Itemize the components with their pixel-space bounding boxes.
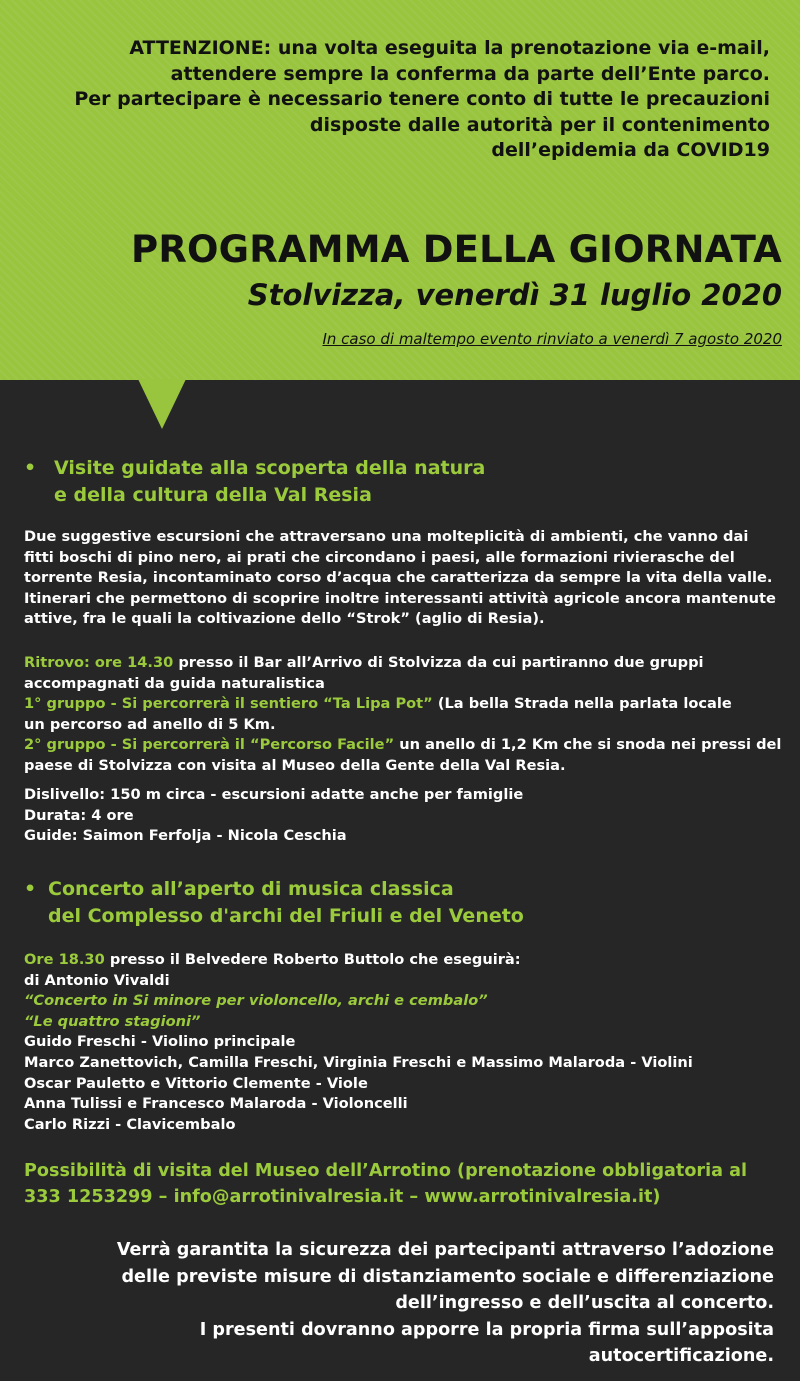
group1-text: un percorso ad anello di 5 Km. bbox=[24, 715, 276, 733]
composer: di Antonio Vivaldi bbox=[24, 971, 170, 989]
bullet: • bbox=[24, 878, 37, 900]
rain-date-note: In caso di maltempo evento rinviato a venerdì 7 agosto 2020 bbox=[322, 330, 782, 348]
desc-line: fitti boschi di pino nero, ai prati che circondano i paesi, alle formazioni rivierasche del bbox=[24, 548, 735, 566]
tour-description bbox=[24, 527, 794, 630]
safety-line: dell’ingresso e dell’uscita al concerto. bbox=[395, 1293, 774, 1313]
notice-line: ATTENZIONE: una volta eseguita la prenotazione via e-mail, bbox=[129, 37, 770, 59]
bullet: • bbox=[24, 457, 37, 479]
meeting-text: accompagnati da guida naturalistica bbox=[24, 674, 325, 692]
piece-title: “Le quattro stagioni” bbox=[24, 1012, 201, 1030]
performer-line: Anna Tulissi e Francesco Malaroda - Violoncelli bbox=[24, 1095, 408, 1113]
notice-line: Per partecipare è necessario tenere conto di tutte le precauzioni bbox=[74, 88, 770, 110]
desc-line: Due suggestive escursioni che attraversano una molteplicità di ambienti, che vanno dai bbox=[24, 528, 749, 545]
group1-text: (La bella Strada nella parlata locale bbox=[432, 695, 732, 713]
group2-label: 2° gruppo - Si percorrerà il “Percorso Facile” bbox=[24, 736, 395, 754]
desc-line: torrente Resia, incontaminato corso d’acqua che caratterizza da sempre la vita della valle. bbox=[24, 569, 773, 587]
notice-line: dell’epidemia da COVID19 bbox=[491, 139, 770, 161]
concert-venue: presso il Belvedere Roberto Buttolo che eseguirà: bbox=[104, 951, 521, 968]
performer-line: Oscar Pauletto e Vittorio Clemente - Viole bbox=[24, 1074, 368, 1092]
detail-line: Guide: Saimon Ferfolja - Nicola Ceschia bbox=[24, 827, 347, 845]
safety-notice bbox=[14, 1237, 774, 1370]
heading-line: Visite guidate alla scoperta della natura bbox=[54, 457, 486, 479]
concert-details bbox=[24, 950, 794, 1135]
tour-schedule bbox=[24, 653, 794, 777]
speech-pointer bbox=[138, 379, 186, 429]
notice-line: attendere sempre la conferma da parte dell’Ente parco. bbox=[170, 62, 770, 85]
safety-line: I presenti dovranno apporre la propria firma sull’apposita bbox=[199, 1319, 774, 1340]
piece-title: “Concerto in Si minore per violoncello, archi e cembalo” bbox=[24, 992, 488, 1010]
performer-line: Guido Freschi - Violino principale bbox=[24, 1033, 296, 1051]
museum-line: Possibilità di visita del Museo dell’Arrotino (prenotazione obbligatoria al bbox=[24, 1161, 748, 1181]
desc-line: attive, fra le quali la coltivazione dello “Strok” (aglio di Resia). bbox=[24, 610, 545, 628]
notice-line: disposte dalle autorità per il contenimento bbox=[309, 113, 770, 136]
detail-line: Durata: 4 ore bbox=[24, 806, 134, 824]
concert-time: Ore 18.30 bbox=[24, 951, 105, 968]
group2-text: un anello di 1,2 Km che si snoda nei pressi del bbox=[394, 736, 782, 754]
section-guided-tours-heading bbox=[24, 455, 794, 509]
museum-contacts: 333 1253299 – info@arrotinivalresia.it – www.arrotinivalresia.it) bbox=[24, 1187, 661, 1207]
booking-notice bbox=[30, 36, 770, 164]
desc-line: Itinerari che permettono di scoprire inoltre interessanti attività agricole ancora mantenute bbox=[24, 589, 776, 607]
group2-text: paese di Stolvizza con visita al Museo della Gente della Val Resia. bbox=[24, 756, 566, 774]
heading-line: del Complesso d'archi del Friuli e del Veneto bbox=[48, 905, 524, 927]
safety-line: Verrà garantita la sicurezza dei partecipanti attraverso l’adozione bbox=[116, 1240, 774, 1260]
meeting-text: presso il Bar all’Arrivo di Stolvizza da cui partiranno due gruppi bbox=[173, 654, 704, 671]
group1-label: 1° gruppo - Si percorrerà il sentiero “Ta Lipa Pot” bbox=[24, 695, 433, 713]
programme-date: Stolvizza, venerdì 31 luglio 2020 bbox=[247, 278, 782, 312]
tour-details bbox=[24, 785, 794, 847]
programme-title: PROGRAMMA DELLA GIORNATA bbox=[131, 228, 782, 271]
heading-line: e della cultura della Val Resia bbox=[54, 484, 372, 506]
safety-line: autocertificazione. bbox=[588, 1346, 774, 1366]
museum-visit-info bbox=[24, 1158, 794, 1210]
meeting-time: Ritrovo: ore 14.30 bbox=[24, 654, 174, 671]
performer-line: Marco Zanettovich, Camilla Freschi, Virginia Freschi e Massimo Malaroda - Violini bbox=[24, 1053, 693, 1071]
detail-line: Dislivello: 150 m circa - escursioni adatte anche per famiglie bbox=[24, 786, 524, 803]
performer-line: Carlo Rizzi - Clavicembalo bbox=[24, 1115, 236, 1133]
section-concert-heading bbox=[24, 876, 794, 930]
heading-line: Concerto all’aperto di musica classica bbox=[48, 878, 454, 900]
safety-line: delle previste misure di distanziamento sociale e differenziazione bbox=[121, 1266, 774, 1287]
